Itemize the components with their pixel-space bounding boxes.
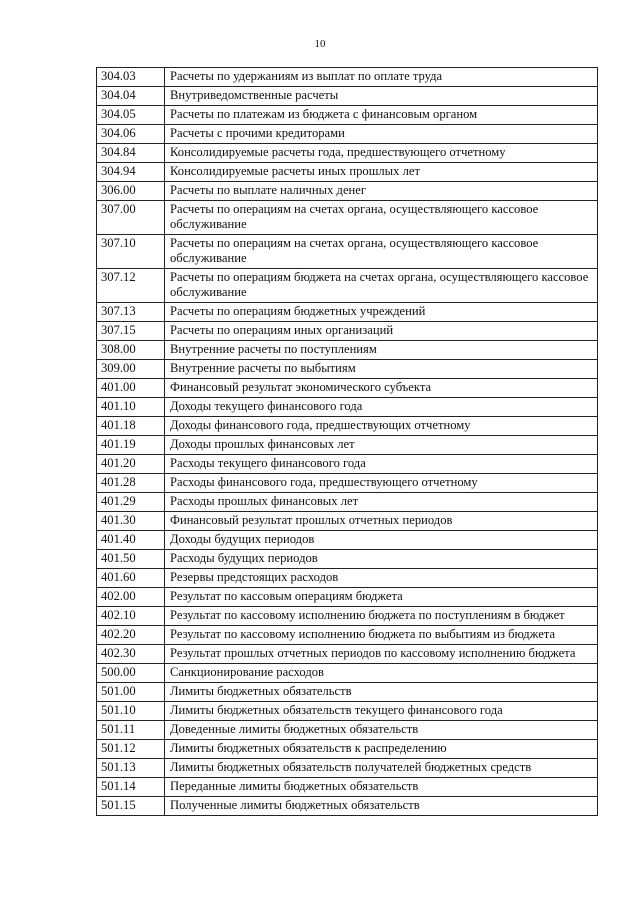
account-name: Расчеты по операциям бюджетных учреждений [165,303,598,322]
account-code: 402.10 [97,607,165,626]
table-row [97,436,598,455]
account-code: 501.12 [97,740,165,759]
table-row [97,455,598,474]
table-row [97,182,598,201]
account-code: 401.40 [97,531,165,550]
account-name: Внутренние расчеты по выбытиям [165,360,598,379]
account-name: Внутриведомственные расчеты [165,87,598,106]
table-row [97,797,598,816]
account-name: Расчеты по платежам из бюджета с финансовым органом [165,106,598,125]
account-code: 401.29 [97,493,165,512]
table-row [97,664,598,683]
account-name: Финансовый результат прошлых отчетных периодов [165,512,598,531]
account-code: 501.10 [97,702,165,721]
table-row [97,550,598,569]
table-row [97,493,598,512]
account-code: 309.00 [97,360,165,379]
account-name: Расходы текущего финансового года [165,455,598,474]
account-name: Резервы предстоящих расходов [165,569,598,588]
account-name: Доведенные лимиты бюджетных обязательств [165,721,598,740]
account-code: 500.00 [97,664,165,683]
account-name: Лимиты бюджетных обязательств [165,683,598,702]
account-name: Расходы будущих периодов [165,550,598,569]
account-name: Доходы финансового года, предшествующих отчетному [165,417,598,436]
account-name: Внутренние расчеты по поступлениям [165,341,598,360]
account-code: 306.00 [97,182,165,201]
table-row [97,702,598,721]
account-name: Полученные лимиты бюджетных обязательств [165,797,598,816]
account-code: 501.13 [97,759,165,778]
table-row [97,201,598,235]
account-name: Переданные лимиты бюджетных обязательств [165,778,598,797]
account-name: Расчеты по выплате наличных денег [165,182,598,201]
table-row [97,759,598,778]
account-code: 401.28 [97,474,165,493]
account-code: 308.00 [97,341,165,360]
table-row [97,740,598,759]
account-name: Расчеты по удержаниям из выплат по оплате труда [165,68,598,87]
account-name: Лимиты бюджетных обязательств текущего финансового года [165,702,598,721]
account-name: Финансовый результат экономического субъекта [165,379,598,398]
table-row [97,163,598,182]
table-row [97,125,598,144]
table-row [97,360,598,379]
account-code: 304.84 [97,144,165,163]
table-row [97,607,598,626]
account-code: 501.11 [97,721,165,740]
account-name: Доходы будущих периодов [165,531,598,550]
table-row [97,322,598,341]
table-row [97,303,598,322]
table-row [97,721,598,740]
account-code: 304.05 [97,106,165,125]
table-row [97,379,598,398]
table-row [97,106,598,125]
account-code: 304.94 [97,163,165,182]
account-code: 402.30 [97,645,165,664]
account-code: 307.10 [97,235,165,269]
account-code: 401.30 [97,512,165,531]
account-name: Расчеты по операциям на счетах органа, осуществляющего кассовое обслуживание [165,201,598,235]
account-code: 401.50 [97,550,165,569]
table-row [97,398,598,417]
table-row [97,235,598,269]
account-name: Консолидируемые расчеты иных прошлых лет [165,163,598,182]
account-code: 402.20 [97,626,165,645]
account-name: Расчеты по операциям на счетах органа, осуществляющего кассовое обслуживание [165,235,598,269]
account-name: Расходы прошлых финансовых лет [165,493,598,512]
page-number: 10 [314,38,326,50]
table-row [97,683,598,702]
account-code: 401.18 [97,417,165,436]
account-code: 401.20 [97,455,165,474]
account-code: 501.14 [97,778,165,797]
account-code: 304.04 [97,87,165,106]
account-name: Результат по кассовому исполнению бюджета по выбытиям из бюджета [165,626,598,645]
table-row [97,87,598,106]
account-name: Консолидируемые расчеты года, предшествующего отчетному [165,144,598,163]
account-name: Результат по кассовым операциям бюджета [165,588,598,607]
account-code: 501.15 [97,797,165,816]
accounts-table-body [97,68,598,816]
account-name: Расходы финансового года, предшествующего отчетному [165,474,598,493]
table-row [97,68,598,87]
account-code: 402.00 [97,588,165,607]
account-code: 401.60 [97,569,165,588]
account-code: 307.00 [97,201,165,235]
table-row [97,778,598,797]
account-name: Результат по кассовому исполнению бюджета по поступлениям в бюджет [165,607,598,626]
account-code: 304.03 [97,68,165,87]
account-name: Доходы текущего финансового года [165,398,598,417]
account-code: 401.00 [97,379,165,398]
table-row [97,474,598,493]
account-name: Доходы прошлых финансовых лет [165,436,598,455]
account-name: Лимиты бюджетных обязательств получателей бюджетных средств [165,759,598,778]
table-row [97,512,598,531]
table-row [97,626,598,645]
table-row [97,269,598,303]
table-row [97,569,598,588]
account-code: 307.13 [97,303,165,322]
account-name: Лимиты бюджетных обязательств к распределению [165,740,598,759]
table-row [97,588,598,607]
table-row [97,144,598,163]
table-row [97,645,598,664]
accounts-table [96,67,598,816]
table-row [97,531,598,550]
account-name: Расчеты по операциям бюджета на счетах органа, осуществляющего кассовое обслуживание [165,269,598,303]
account-name: Расчеты с прочими кредиторами [165,125,598,144]
account-code: 501.00 [97,683,165,702]
account-code: 401.10 [97,398,165,417]
table-row [97,341,598,360]
account-name: Расчеты по операциям иных организаций [165,322,598,341]
account-code: 307.15 [97,322,165,341]
account-name: Результат прошлых отчетных периодов по кассовому исполнению бюджета [165,645,598,664]
account-code: 401.19 [97,436,165,455]
account-name: Санкционирование расходов [165,664,598,683]
account-code: 307.12 [97,269,165,303]
table-row [97,417,598,436]
account-code: 304.06 [97,125,165,144]
